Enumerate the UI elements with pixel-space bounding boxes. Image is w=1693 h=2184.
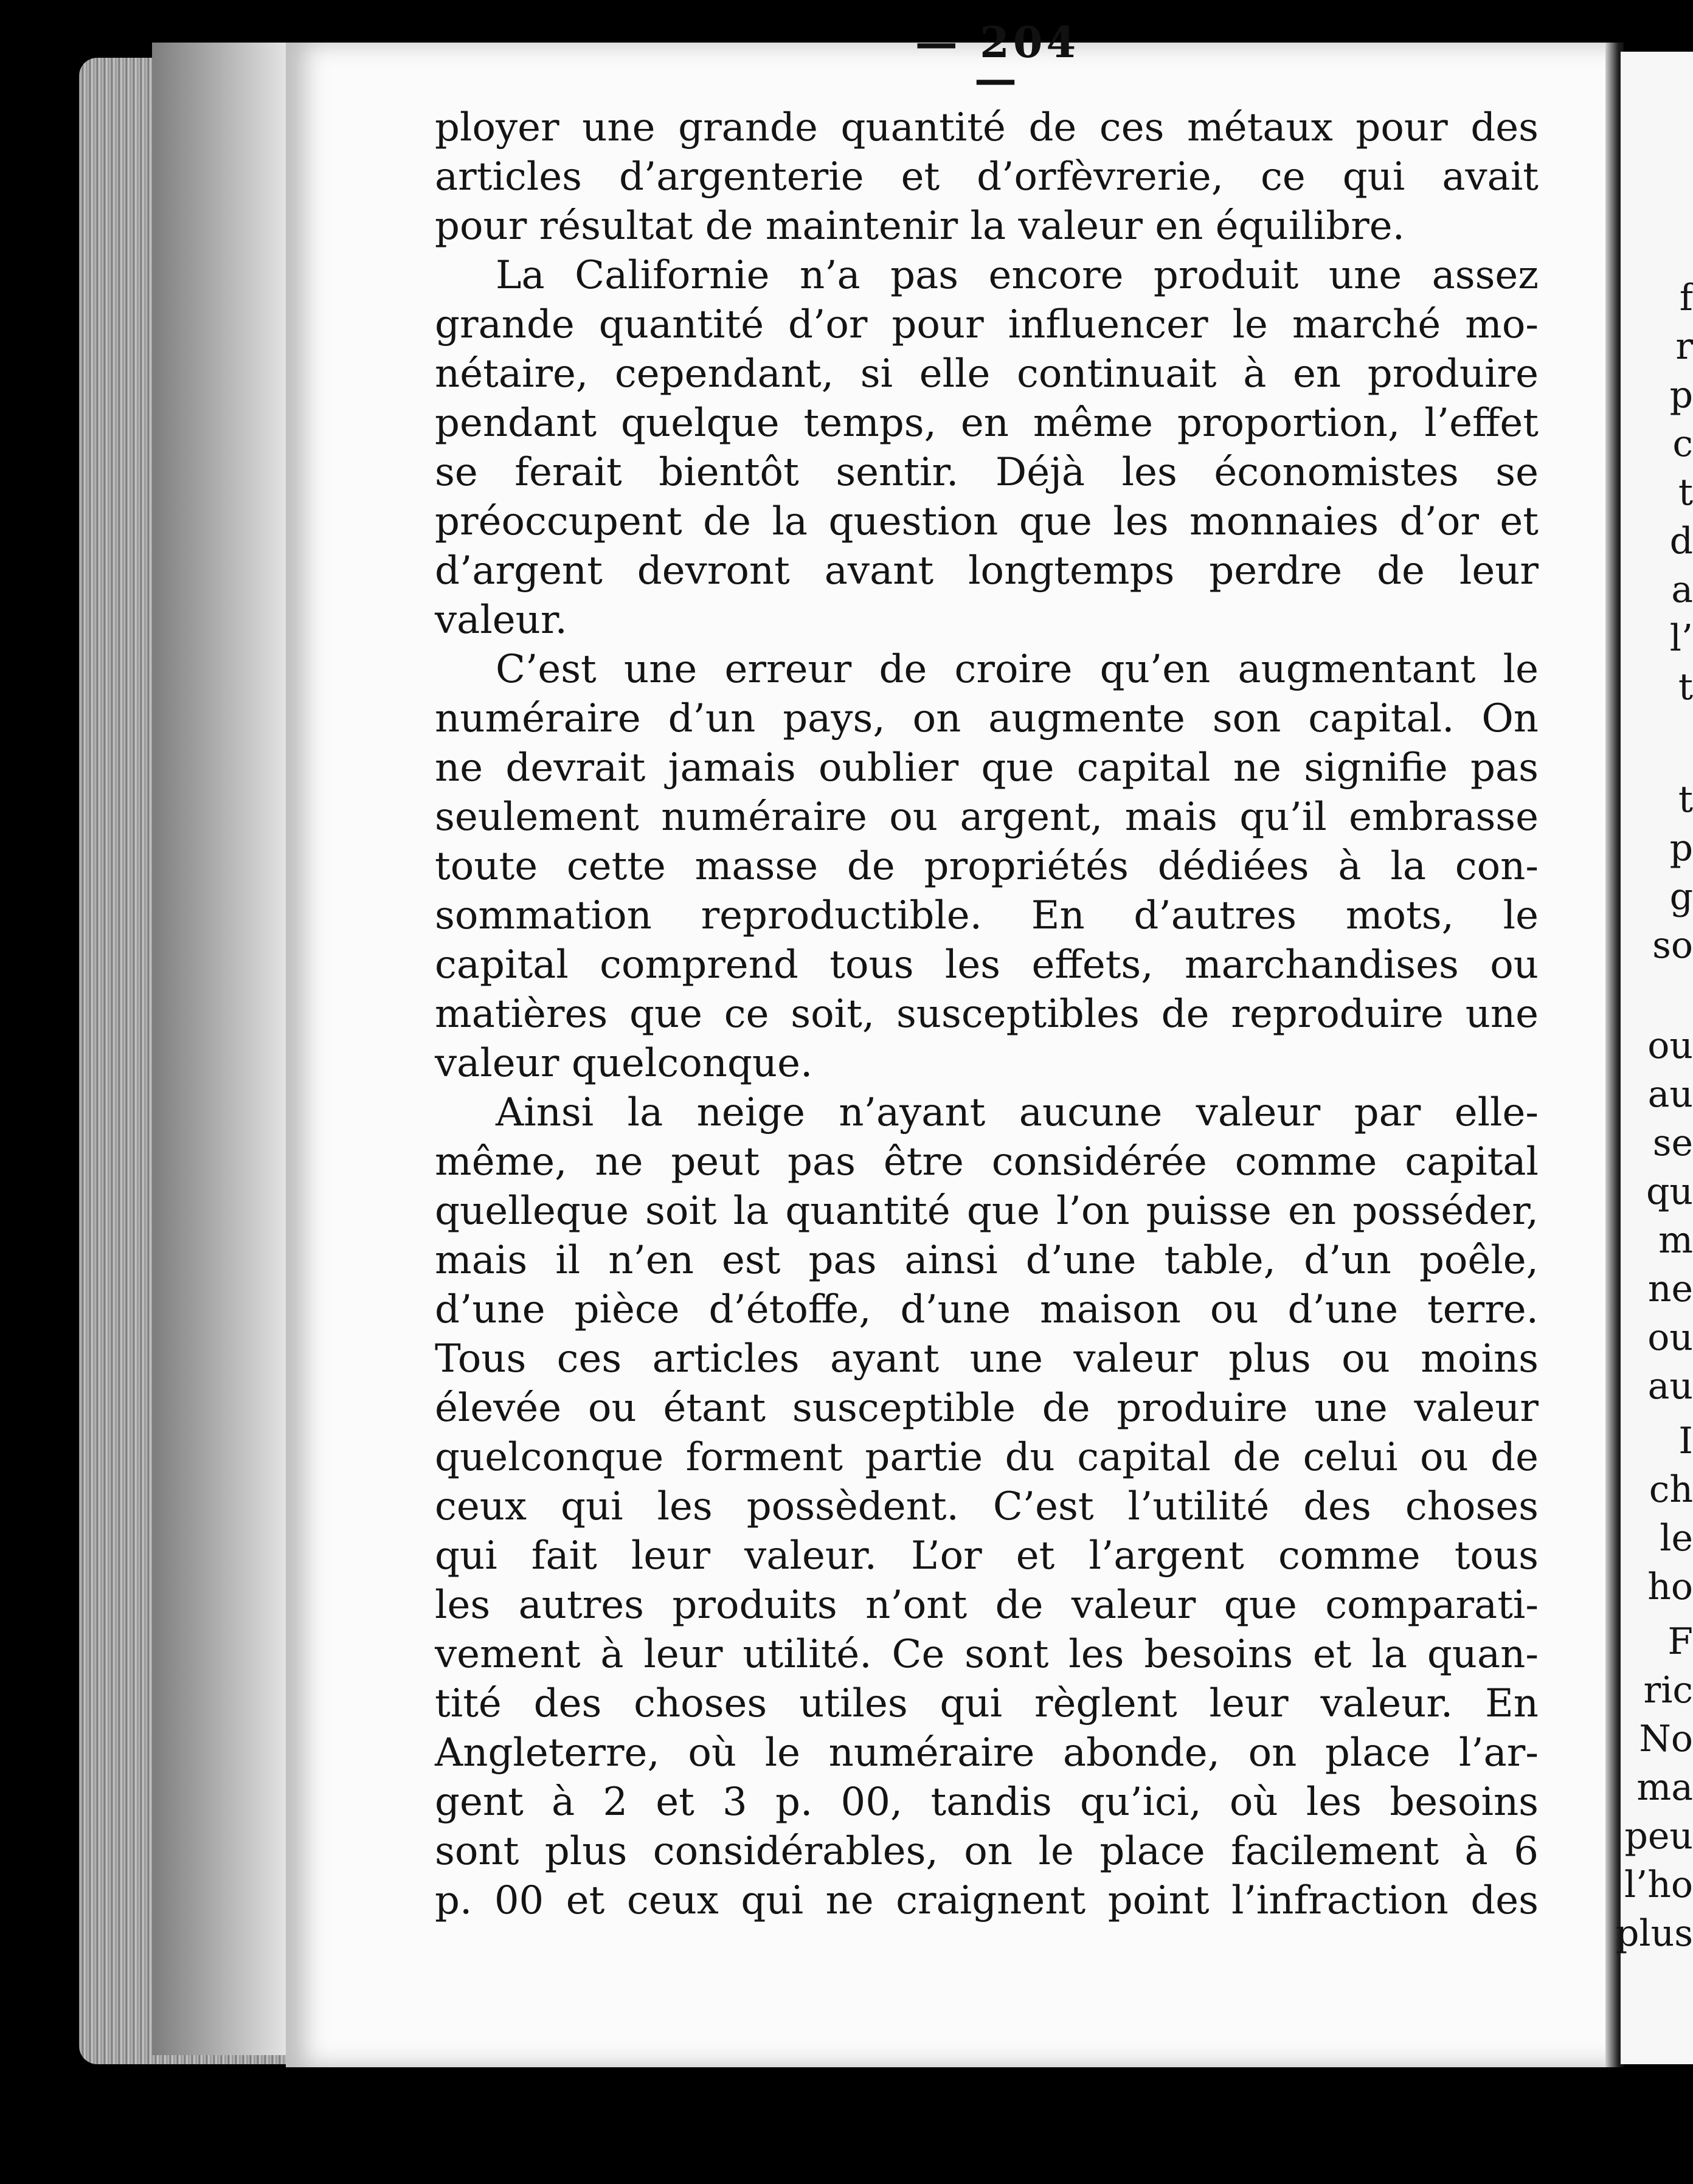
text-line: matières que ce soit, susceptibles de reproduire une (435, 992, 1539, 1037)
facing-page-fragment: qu (1646, 1170, 1693, 1213)
text-line: les autres produits n’ont de valeur que comparati- (435, 1583, 1539, 1628)
text-line: sont plus considérables, on le place facilement à 6 (435, 1829, 1539, 1874)
facing-page-fragment: le (1660, 1517, 1693, 1560)
facing-page-fragment: c (1672, 423, 1693, 465)
facing-page-fragment: p (1669, 827, 1693, 869)
facing-page-fragment: peu (1624, 1815, 1693, 1857)
facing-page-fragment: F (1667, 1620, 1693, 1663)
facing-page-fragment: plus (1615, 1912, 1693, 1955)
facing-page-fragment: d (1669, 520, 1693, 562)
facing-page-fragment: ma (1636, 1766, 1693, 1809)
text-line: numéraire d’un pays, on augmente son capital. On (435, 696, 1539, 741)
text-line: nétaire, cependant, si elle continuait à en produire (435, 351, 1539, 396)
text-line: capital comprend tous les effets, marchandises ou (435, 942, 1539, 987)
text-line: quelconque forment partie du capital de celui ou de (435, 1435, 1539, 1480)
text-line: même, ne peut pas être considérée comme capital (435, 1139, 1539, 1184)
text-line: vement à leur utilité. Ce sont les besoins et la quan- (435, 1632, 1539, 1677)
text-line: ployer une grande quantité de ces métaux pour des (435, 105, 1539, 150)
text-line: quelleque soit la quantité que l’on puisse en posséder, (435, 1189, 1539, 1234)
body-text (435, 103, 1539, 1926)
facing-page-fragment: No (1639, 1718, 1693, 1760)
text-line: d’une pièce d’étoffe, d’une maison ou d’une terre. (435, 1287, 1539, 1332)
facing-page-fragment: m (1658, 1219, 1693, 1262)
facing-page-fragment: a (1671, 568, 1693, 611)
text-line: préoccupent de la question que les monnaies d’or et (435, 499, 1539, 544)
facing-page-fragment: g (1669, 876, 1693, 918)
text-line: ceux qui les possèdent. C’est l’utilité des choses (435, 1484, 1539, 1529)
text-line: p. 00 et ceux qui ne craignent point l’infraction des (435, 1878, 1539, 1923)
text-line: se ferait bientôt sentir. Déjà les économistes se (435, 450, 1539, 495)
facing-page-fragment: r (1675, 325, 1693, 368)
facing-page-fragment: ou (1647, 1025, 1693, 1067)
facing-page-fragment: ho (1647, 1566, 1693, 1608)
facing-page-fragment: t (1678, 666, 1693, 708)
facing-page-fragment: t (1678, 471, 1693, 514)
facing-page (1615, 52, 1693, 2064)
text-line: sommation reproductible. En d’autres mots, le (435, 893, 1539, 938)
text-line: pendant quelque temps, en même proportion, l’effet (435, 401, 1539, 446)
text-line: seulement numéraire ou argent, mais qu’il embrasse (435, 795, 1539, 840)
facing-page-fragment: l’ (1669, 617, 1693, 660)
text-line: C’est une erreur de croire qu’en augmentant le (496, 647, 1539, 692)
text-line: toute cette masse de propriétés dédiées à la con- (435, 844, 1539, 889)
text-line: Ainsi la neige n’ayant aucune valeur par elle- (496, 1090, 1539, 1135)
scan-background (79, 2067, 1693, 2184)
text-line: La Californie n’a pas encore produit une assez (496, 253, 1539, 298)
text-line: gent à 2 et 3 p. 00, tandis qu’ici, où les besoins (435, 1780, 1539, 1825)
text-line: Angleterre, où le numéraire abonde, on place l’ar- (435, 1730, 1539, 1775)
text-line: grande quantité d’or pour influencer le marché mo- (435, 302, 1539, 347)
text-line: ne devrait jamais oublier que capital ne signifie pas (435, 745, 1539, 790)
text-line: valeur. (435, 598, 567, 643)
facing-page-fragment: au (1647, 1073, 1693, 1116)
text-line: valeur quelconque. (435, 1041, 813, 1086)
page-number: — 204 — (915, 17, 1080, 104)
text-line: tité des choses utiles qui règlent leur valeur. En (435, 1681, 1539, 1726)
facing-page-fragment: f (1679, 277, 1693, 319)
facing-page-fragment: t (1678, 778, 1693, 821)
text-line: articles d’argenterie et d’orfèvrerie, ce qui avait (435, 154, 1539, 199)
text-line: mais il n’en est pas ainsi d’une table, d’un poêle, (435, 1238, 1539, 1283)
text-line: d’argent devront avant longtemps perdre de leur (435, 548, 1539, 593)
facing-page-fragment: ch (1649, 1468, 1693, 1511)
facing-page-fragment: ou (1647, 1316, 1693, 1359)
text-line: Tous ces articles ayant une valeur plus ou moins (435, 1336, 1539, 1381)
facing-page-fragment: so (1652, 924, 1693, 967)
book-page-edges-inner (152, 43, 292, 2055)
facing-page-fragment: p (1669, 374, 1693, 416)
facing-page-fragment: ric (1643, 1669, 1693, 1712)
facing-page-fragment: ne (1647, 1268, 1693, 1310)
text-line: pour résultat de maintenir la valeur en équilibre. (435, 204, 1405, 249)
text-line: élevée ou étant susceptible de produire une valeur (435, 1386, 1539, 1431)
facing-page-fragment: l’ho (1624, 1864, 1693, 1906)
facing-page-fragment: I (1678, 1420, 1693, 1462)
facing-page-fragment: se (1652, 1122, 1693, 1164)
facing-page-fragment: au (1647, 1365, 1693, 1408)
text-line: qui fait leur valeur. L’or et l’argent comme tous (435, 1533, 1539, 1578)
